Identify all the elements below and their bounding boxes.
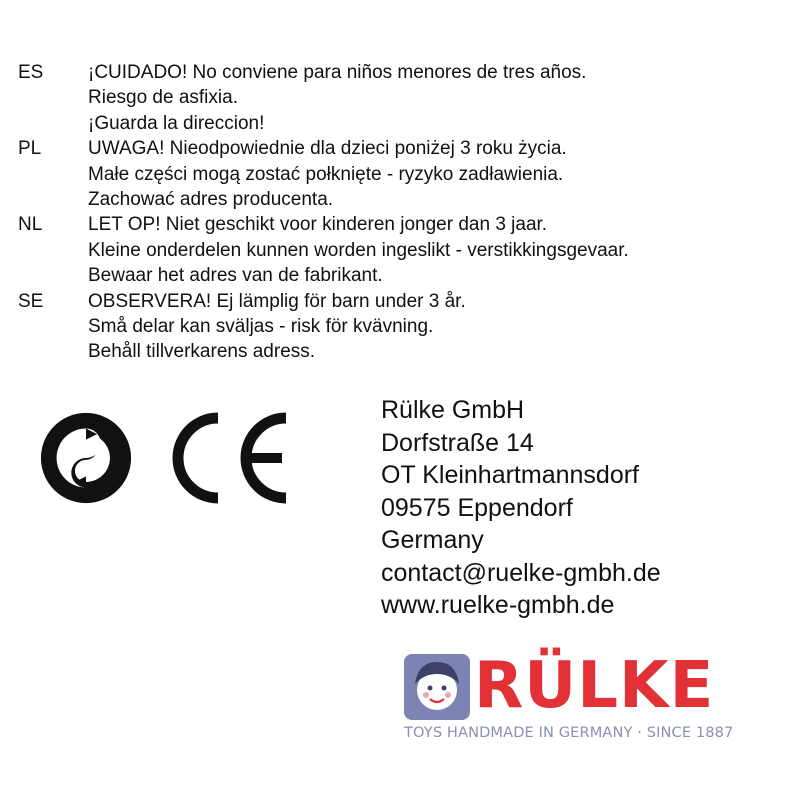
warning-nl: [18, 212, 629, 288]
warning-line: Kleine onderdelen kunnen worden ingeslikt - verstikkingsgevaar.: [88, 239, 629, 261]
company-name: Rülke GmbH: [381, 396, 525, 424]
warning-line: Behåll tillverkarens adress.: [88, 341, 316, 363]
warning-line: Riesgo de asfixia.: [88, 87, 238, 109]
ce-mark-icon: [168, 408, 293, 508]
warning-pl: [18, 136, 629, 212]
warning-list: [18, 60, 629, 365]
puppet-face-icon: [404, 654, 470, 720]
warning-line: Małe części mogą zostać połknięte - ryzyko zadławienia.: [88, 163, 564, 185]
warning-line: OBSERVERA! Ej lämplig för barn under 3 år.: [88, 290, 466, 312]
warning-line: Bewaar het adres van de fabrikant.: [88, 265, 383, 287]
postal-city: 09575 Eppendorf: [381, 493, 573, 522]
warning-line: Små delar kan sväljas - risk för kvävning.: [88, 316, 434, 338]
warning-es: [18, 60, 629, 136]
street-address: Dorfstraße 14: [381, 428, 534, 457]
warning-line: LET OP! Niet geschikt voor kinderen jonger dan 3 jaar.: [88, 214, 548, 236]
warning-line: UWAGA! Nieodpowiednie dla dzieci poniżej 3 roku życia.: [88, 138, 567, 160]
language-code: NL: [18, 214, 43, 236]
green-dot-icon: [40, 412, 132, 504]
logo-tagline: TOYS HANDMADE IN GERMANY · SINCE 1887: [404, 724, 734, 741]
website-link[interactable]: www.ruelke-gmbh.de: [381, 591, 615, 619]
warning-line: ¡Guarda la direccion!: [88, 112, 265, 134]
country: Germany: [381, 526, 484, 554]
ruelke-logo: [404, 649, 744, 752]
warning-line: ¡CUIDADO! No conviene para niños menores de tres años.: [88, 62, 587, 83]
warning-line: Zachować adres producenta.: [88, 189, 334, 211]
contact-email[interactable]: contact@ruelke-gmbh.de: [381, 558, 661, 587]
logo-wordmark: RÜLKE: [474, 649, 715, 723]
manufacturer-address: [381, 394, 661, 622]
language-code: ES: [18, 62, 44, 83]
warning-se: [18, 289, 629, 365]
district: OT Kleinhartmannsdorf: [381, 461, 639, 489]
language-code: PL: [18, 138, 42, 160]
language-code: SE: [18, 290, 44, 312]
